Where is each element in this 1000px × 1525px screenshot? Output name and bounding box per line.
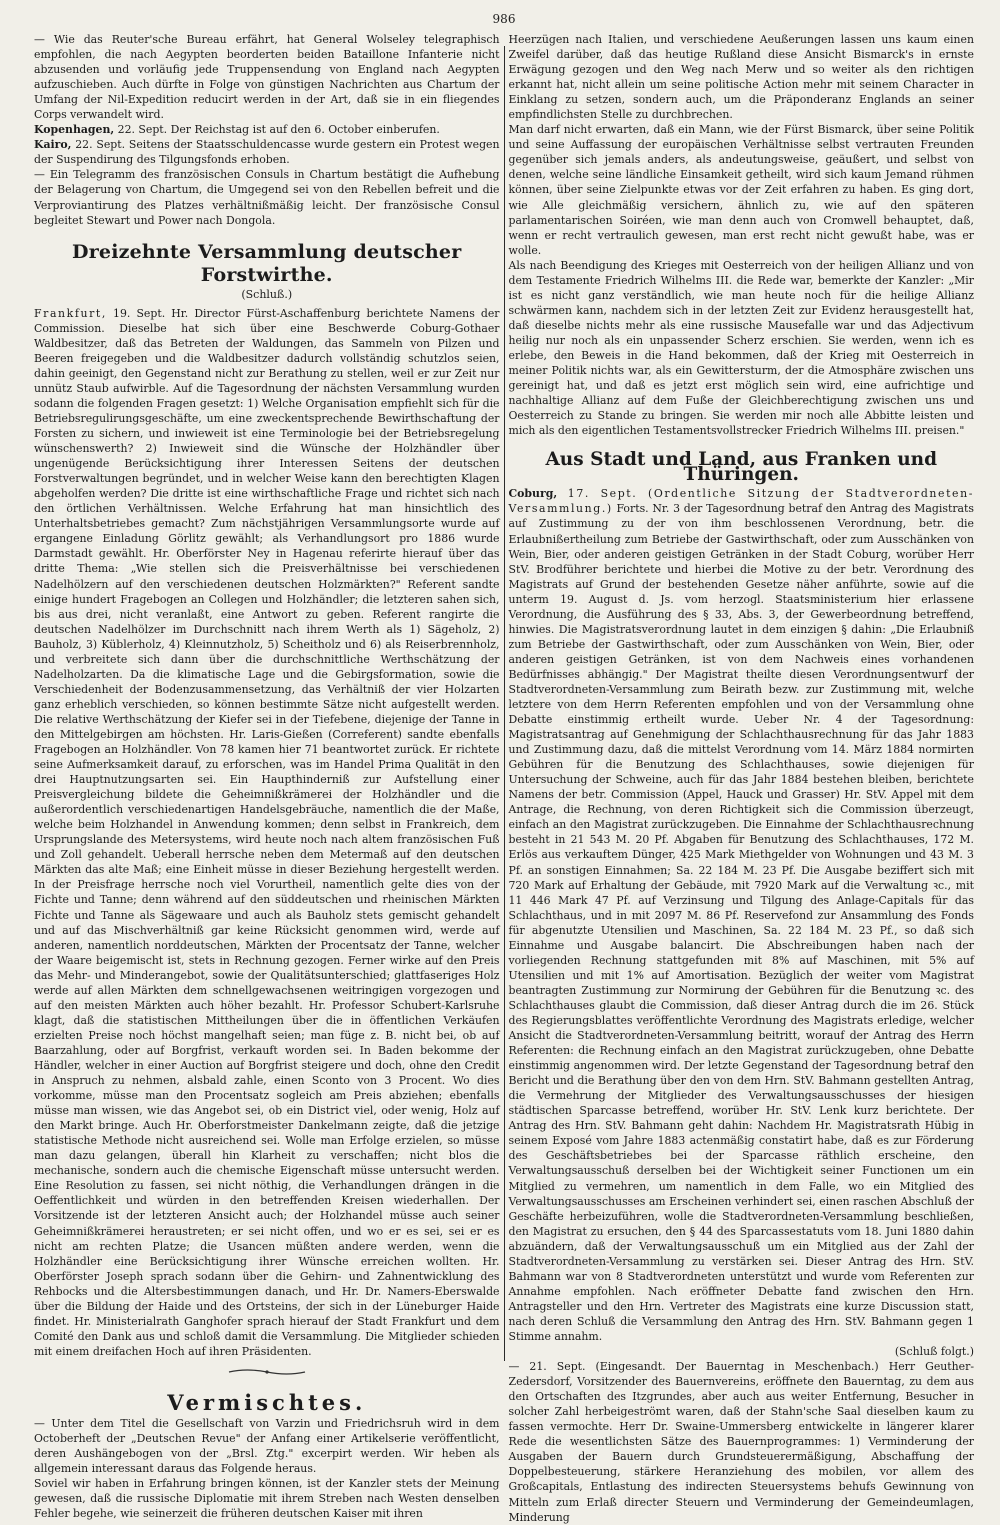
right-column bbox=[508, 32, 975, 1524]
article-wolseley: — Wie das Reuter'sche Bureau erfährt, hat General Wolseley telegraphisch empfohlen, die nach Aegypten beorderten beiden Bataillone Infanterie nicht abzusenden und vorläufig jede Truppensendung von England nach Aegypten aufzuschieben. Auch dürfte in Folge von günstigen Nachrichten aus Chartum der Umfang der Nil-Expedition reducirt werden in der Art, daß sie in ein fliegendes Corps verwandelt wird. bbox=[34, 33, 500, 122]
article-frankfurt-text: 19. Sept. Hr. Director Fürst-Aschaffenburg berichtete Namens der Commission. Dieselbe hat sich über eine Beschwerde Coburg-Gothaer Waldbesitzer, daß das Betreten der Waldungen, das Sammeln von Pilzen und Beeren freigegeben und die Waldbesitzer dadurch vollständig schutzlos seien, dahin geeinigt, den Gegenstand nicht zur Berathung zu stellen, weil er zur Zeit nur unnütz Staub aufwirble. Auf die Tagesordnung der nächsten Versammlung wurden sodann die folgenden Fragen gesetzt: 1) Welche Organisation empfiehlt sich für die Betriebsregulirungsgeschäfte, um eine zweckentsprechende Bewirthschaftung der Forsten zu sichern, und inwieweit ist eine Terminologie bei der Betriebsregelung wünschenswerth? 2) Inwieweit sind die Wünsche der Holzhändler über ungenügende Berücksichtigung ihrer Interessen Seitens der deutschen Forstverwaltungen begründet, und in welcher Weise kann den berechtigten Klagen abgeholfen werden? Die dritte ist eine wirthschaftliche Frage und richtet sich nach den örtlichen Verhältnissen. Welche Erfahrung hat man hinsichtlich des Unterhaltsbetriebes gemacht? Zum nächstjährigen Versammlungsorte wurde auf ergangene Einladung Görlitz gewählt; als Verhandlungsort pro 1886 wurde Darmstadt gewählt. Hr. Oberförster Ney in Hagenau referirte hierauf über das dritte Thema: „Wie stellen sich die Preisverhältnisse bei verschiedenen Nadelhölzern auf den verschiedenen deutschen Holzmärkten?" Referent sandte einige hundert Fragebogen an Collegen und Holzhändler; die letzteren sahen sich, bis aus drei, nicht veranlaßt, eine Antwort zu geben. Referent rangirte die deutschen Nadelhölzer im Durchschnitt nach ihrem Werth als 1) Sägeholz, 2) Bauholz, 3) Küblerholz, 4) Kleinnutzholz, 5) Scheitholz und 6) als Reiserbrennholz, und verbreitete sich dann über die durchschnittliche Werthschätzung der Nadelholzarten. Da die klimatische Lage und die Gebirgsformation, sowie die Verschiedenheit der Bodenzusammensetzung, das Verhältniß der vier Holzarten ganz erheblich verschieden, so können bestimmte Sätze nicht aufgestellt werden. Die relative Werthschätzung der Kiefer sei in der Tiefebene, diejenige der Tanne in den Mittelgebirgen am höchsten. Hr. Laris-Gießen (Correferent) sandte ebenfalls Fragebogen an Holzhändler. Von 78 kamen hier 71 beantwortet zurück. Er richtete seine Aufmerksamkeit darauf, zu erforschen, was im Handel Prima Qualität in den drei Hauptnutzungsarten sei. Ein Haupthinderniß zur Aufstellung einer Preisvergleichung bildete die Geheimnißkrämerei der Holzhändler und die außerordentlich verschiedenartigen Handelsgebräuche, namentlich die der Maße, welche beim Holzhandel in Anwendung kommen; denn selbst in Frankreich, dem Ursprungslande des Metersystems, wird heute noch nach altem französischen Fuß und Zoll gehandelt. Ueberall herrsche neben dem Metermaß auf den deutschen Märkten das alte Maß; eine Einheit müsse in dieser Beziehung hergestellt werden. In der Preisfrage herrsche noch viel Vorurtheil, namentlich gelte dies von der Fichte und Tanne; denn während auf den süddeutschen und rheinischen Märkten Fichte und Tanne als Sägewaare und auch als Bauholz stets gemischt gehandelt und auf das Mischverhältniß gar keine Rücksicht genommen wird, werde auf anderen, namentlich norddeutschen, Märkten der Procentsatz der Tanne, welcher der Waare beigemischt ist, stets in Rechnung gezogen. Ferner wirke auf den Preis das Mehr- und Minderangebot, sowie der Qualitätsunterschied; glattfaseriges Holz werde auf allen Märkten dem schnellgewachsenen weitringigen vorgezogen und auf den meisten Märkten auch höher bezahlt. Hr. Professor Schubert-Karlsruhe klagt, daß die statistischen Mittheilungen über die in öffentlichen Verkäufen erzielten Preise noch höchst mangelhaft seien; man füge z. B. nicht bei, ob auf Baarzahlung, oder auf Borgfrist, verkauft worden sei. In Baden bekomme der Händler, welcher in einer Auction auf Borgfrist steigere und doch, ohne den Credit in Anspruch zu nehmen, alsbald zahle, einen Sconto von 3 Procent. Wo dies vorkomme, müsse man den Procentsatz sogleich am Preis abziehen; ebenfalls müsse man wissen, wie das Angebot sei, ob ein District viel, oder wenig, Holz auf den Markt bringe. Auch Hr. Oberforstmeister Dankelmann zeigte, daß die jetzige statistische Methode nicht ausreichend sei. Wolle man Erfolge erzielen, so müsse man dazu gelangen, überall hin Klarheit zu verschaffen; nicht blos die mechanische, sondern auch die chemische Eigenschaft müsse untersucht werden. Eine Resolution zu fassen, sei nicht nöthig, die Verhandlungen drängen in die Oeffentlichkeit und würden in den betreffenden Kreisen wiederhallen. Der Vorsitzende ist der letzteren Ansicht auch; der Holzhandel müsse auch seiner Geheimnißkrämerei heraustreten; er sei nicht offen, und wo er es sei, sei er es nicht am rechten Platze; die Usancen müßten andere werden, wenn die Holzhändler eine Berücksichtigung ihrer Wünsche erreichen wollten. Hr. Oberförster Joseph sprach sodann über die Gehirn- und Zahnentwicklung des Rehbocks und die Altersbestimmungen danach, und Hr. Dr. Namers-Eberswalde über die Bildung der Haide und des Ortsteins, der sich in der Lüneburger Haide findet. Hr. Ministerialrath Ganghofer sprach hierauf der Stadt Frankfurt und dem Comité den Dank aus und schloß damit die Versammlung. Die Mitglieder schieden mit einem dreifachen Hoch auf ihren Präsidenten. bbox=[34, 306, 500, 1358]
article-coburg-text: Forts. Nr. 3 der Tagesordnung betraf den Antrag des Magistrats auf Zustimmung zu der von ihm beschlossenen Verordnung, betr. die Erlaubnißertheilung zum Betriebe der Gastwirthschaft, oder zum Ausschänken von Wein, Bier, oder anderen geistigen Getränken in der Stadt Coburg, worüber Herr StV. Brodführer berichtete und hierbei die Motive zu der betr. Verordnung des Magistrats auf Grund der bestehenden Gesetze näher anführte, sowie auf die unterm 19. August d. Js. vom herzogl. Staatsministerium hier erlassene Verordnung, die Ausführung des § 33, Abs. 3, der Gewerbeordnung betreffend, hinwies. Die Magistratsverordnung lautet in dem einzigen § dahin: „Die Erlaubniß zum Betriebe der Gastwirthschaft, oder zum Ausschänken von Wein, Bier, oder anderen geistigen Getränken, ist von dem Nachweis eines vorhandenen Bedürfnisses abhängig." Der Magistrat theilte diesen Verordnungsentwurf der Stadtverordneten-Versammlung zum Beirath bezw. zur Zustimmung mit, welche letztere von dem Herrn Referenten empfohlen und von der Versammlung ohne Debatte einstimmig ertheilt wurde. Ueber Nr. 4 der Tagesordnung: Magistratsantrag auf Genehmigung der Schlachthausrechnung für das Jahr 1883 und Zustimmung dazu, daß die mittelst Verordnung vom 14. März 1884 normirten Gebühren für die Benutzung des Schlachthauses, sowie diejenigen für Untersuchung der Schweine, auch für das Jahr 1884 bestehen bleiben, berichtete Namens der betr. Commission (Appel, Hauck und Grasser) Hr. StV. Appel mit dem Antrage, die Rechnung, von deren Richtigkeit sich die Commission überzeugt, einfach an den Magistrat zurückzugeben. Die Einnahme der Schlachthausrechnung besteht in 21 543 M. 20 Pf. Abgaben für Benutzung des Schlachthauses, 172 M. Erlös aus verkauftem Dünger, 425 Mark Miethgelder von Wohnungen und 43 M. 3 Pf. an sonstigen Einnahmen; Sa. 22 184 M. 23 Pf. Die Ausgabe beziffert sich mit 720 Mark auf Erhaltung der Gebäude, mit 7920 Mark auf die Verwaltung ꝛc., mit 11 446 Mark 47 Pf. auf Verzinsung und Tilgung des Anlage-Capitals für das Schlachthaus, und in mit 2097 M. 86 Pf. Reservefond zur Ansammlung des Fonds für abgenutzte Utensilien und Maschinen, Sa. 22 184 M. 23 Pf., so daß sich Einnahme und Ausgabe balancirt. Die Abschreibungen haben nach der vorliegenden Rechnung stattgefunden mit 8% auf Maschinen, mit 5% auf Utensilien und mit 1% auf Amortisation. Bezüglich der weiter vom Magistrat beantragten Zustimmung zur Normirung der Gebühren für die Benutzung ꝛc. des Schlachthauses glaubt die Commission, daß dieser Antrag durch die im 26. Stück des Regierungsblattes veröffentlichte Verordnung des Magistrats erledige, welcher Ansicht die Stadtverordneten-Versammlung beitritt, worauf der Antrag des Herrn Referenten: die Rechnung einfach an den Magistrat zurückzugeben, ohne Debatte einstimmig angenommen wird. Der letzte Gegenstand der Tagesordnung betraf den Bericht und die Berathung über den von dem Hrn. StV. Bahmann gestellten Antrag, die Vermehrung der Mitglieder des Verwaltungsausschusses der hiesigen städtischen Sparcasse betreffend, worüber Hr. StV. Lenk kurz berichtete. Der Antrag des Hrn. StV. Bahmann geht dahin: Nachdem Hr. Magistratsrath Hübig in seinem Exposé vom Jahre 1883 actenmäßig constatirt habe, daß es zur Förderung des Geschäftsbetriebes bei der Sparcasse räthlich erscheine, den Verwaltungsausschuß derselben bei der Wichtigkeit seiner Functionen um ein Mitglied zu vermehren, um namentlich in dem Falle, wo ein Mitglied des Verwaltungsausschusses am Erscheinen verhindert sei, einen raschen Abschluß der Geschäfte herbeizuführen, wolle die Stadtverordneten-Versammlung beschließen, den Magistrat zu ersuchen, den § 44 des Sparcassestatuts vom 18. Juni 1880 dahin abzuändern, daß der Verwaltungsausschuß um ein Mitglied aus der Zahl der Stadtverordneten-Versammlung zu verstärken sei. Dieser Antrag des Hrn. StV. Bahmann war von 8 Stadtverordneten unterstützt und wurde vom Referenten zur Annahme empfohlen. Nach eröffneter Debatte fand zwischen den Hrn. Antragsteller und den Hrn. Vertreter des Magistrats eine kurze Discussion statt, nach deren Schluß die Versammlung den Antrag des Hrn. StV. Bahmann gegen 1 Stimme annahm. bbox=[508, 502, 974, 1343]
columns bbox=[34, 32, 974, 1524]
column-rule bbox=[504, 46, 505, 1361]
article-varzin: — Unter dem Titel die Gesellschaft von Varzin und Friedrichsruh wird in dem Octoberheft der „Deutschen Revue" der Anfang einer Artikelserie veröffentlicht, deren Aushängebogen von der „Brsl. Ztg." excerpirt werden. Wir heben als allgemein interessant daraus das Folgende heraus. bbox=[34, 1416, 500, 1476]
article-frankfurt bbox=[34, 306, 500, 1359]
section-subheading-schluss: (Schluß.) bbox=[241, 287, 293, 301]
left-column bbox=[34, 32, 500, 1521]
article-bismarck: Man darf nicht erwarten, daß ein Mann, wie der Fürst Bismarck, über seine Politik und seine Auffassung der europäischen Verhältnisse selbst vertrauten Freunden gegenüber sich jemals anders, als andeutungsweise, geäußert, und selbst von denen, welche seine ländliche Einsamkeit getheilt, wird sich kaum Jemand rühmen können, über seine Zielpunkte etwas vor der Zeit erfahren zu haben. Es ging dort, wie Alle gleichmäßig versichern, ähnlich zu, wie auf den späteren parlamentarischen Soiréen, wie man denn auch von Cromwell behauptet, daß, wenn er recht vertraulich gewesen, man erst recht nicht gewußt habe, was er wolle. bbox=[508, 123, 974, 257]
dateline-kopenhagen: Kopenhagen, bbox=[34, 123, 115, 137]
article-varzin-cont: Soviel wir haben in Erfahrung bringen können, ist der Kanzler stets der Meinung gewesen, daß die russische Diplomatie mit ihrem Streben nach Westen denselben Fehler begehe, wie seinerzeit die früheren deutschen Kaiser mit ihren bbox=[34, 1477, 500, 1521]
article-coburg bbox=[509, 486, 975, 1344]
page-number: 986 bbox=[492, 12, 516, 26]
dateline-kairo: Kairo, bbox=[34, 138, 72, 152]
section-heading-vermischtes: Vermischtes. bbox=[167, 1389, 367, 1415]
ornament-divider bbox=[34, 1365, 500, 1373]
article-coburg-continued: (Schluß folgt.) bbox=[894, 1345, 974, 1359]
section-heading-forstwirthe: Dreizehnte Versammlung deutscher Forstwirthe. bbox=[72, 240, 462, 286]
article-kairo-text: 22. Sept. Seitens der Staatsschuldencasse wurde gestern ein Protest wegen der Suspendirung des Tilgungsfonds erhoben. bbox=[34, 138, 500, 167]
article-chartum: — Ein Telegramm des französischen Consuls in Chartum bestätigt die Aufhebung der Belagerung von Chartum, die Umgegend sei von den Rebellen befreit und die Verproviantirung des Platzes verhältnißmäßig leicht. Der französische Consul begleitet Stewart und Power nach Dongola. bbox=[34, 168, 500, 227]
dateline-coburg: Coburg, bbox=[508, 487, 558, 501]
article-bauerntag: — 21. Sept. (Eingesandt. Der Bauerntag in Meschenbach.) Herr Geuther-Zedersdorf, Vorsitzender des Bauernvereins, eröffnete den Bauerntag, zu dem aus den Ortschaften des Itzgrundes, aber auch aus weiter Entfernung, Besucher in solcher Zahl herbeigeströmt waren, daß der Stahn'sche Saal dieselben kaum zu fassen vermochte. Herr Dr. Swaine-Ummersberg entwickelte in längerer klarer Rede die wesentlichsten Sätze des Bauernprogrammes: 1) Verminderung der Ausgaben der Bauern durch Grundsteuerermäßigung, Abschaffung der Doppelbesteuerung, stärkere Heranziehung des mobilen, vor allem des Großcapitals, Entlastung des indirecten Steuersystems behufs Gewinnung von Mitteln zum Erlaß directer Steuern und Verminderung der Gemeindeumlagen, Minderung bbox=[508, 1360, 974, 1524]
article-russland: Heerzügen nach Italien, und verschiedene Aeußerungen lassen uns kaum einen Zweifel darüber, daß das heutige Rußland diese Ansicht Bismarck's in ernste Erwägung gezogen und den Weg nach Merw und so weiter als den richtigen erkannt hat, nicht allein um seine politische Action mehr mit seinem Character in Einklang zu setzen, sondern auch, um die Präponderanz Englands an seiner empfindlichsten Stelle zu durchbrechen. bbox=[508, 33, 974, 122]
article-kopenhagen bbox=[34, 122, 500, 137]
article-kairo bbox=[34, 137, 500, 167]
article-coburg-meta: 17. Sept. (Ordentliche Sitzung der Stadtverordneten-Versammlung.) bbox=[508, 487, 974, 516]
article-allianz: Als nach Beendigung des Krieges mit Oesterreich von der heiligen Allianz und von dem Testamente Friedrich Wilhelms III. die Rede war, bemerkte der Kanzler: „Mir ist es nicht ganz verständlich, wie man heute noch für die heilige Allianz schwärmen kann, nachdem sich in der letzten Zeit zur Evidenz herausgestellt hat, daß dieselbe nichts mehr als eine russische Mausefalle war und das Adjectivum heilig nur noch als ein unpassender Scherz erschien. Sie werden, wenn ich es erlebe, den Beweis in die Hand bekommen, daß der Krieg mit Oesterreich in meiner Politik nichts war, als ein Gewittersturm, der die Atmosphäre zwischen uns gereinigt hat, und daß es jetzt erst möglich sein wird, eine aufrichtige und nachhaltige Allianz auf dem Fuße der Gleichberechtigung zwischen uns und Oesterreich zu Stande zu bringen. Sie werden mir noch alle Abbitte leisten und mich als den eigentlichen Testamentsvollstrecker Friedrich Wilhelms III. preisen." bbox=[508, 258, 974, 438]
article-kopenhagen-text: 22. Sept. Der Reichstag ist auf den 6. October einberufen. bbox=[114, 123, 440, 137]
section-heading-stadt-land: Aus Stadt und Land, aus Franken und Thüringen. bbox=[545, 449, 938, 486]
dateline-frankfurt: Frankfurt, bbox=[34, 306, 107, 320]
